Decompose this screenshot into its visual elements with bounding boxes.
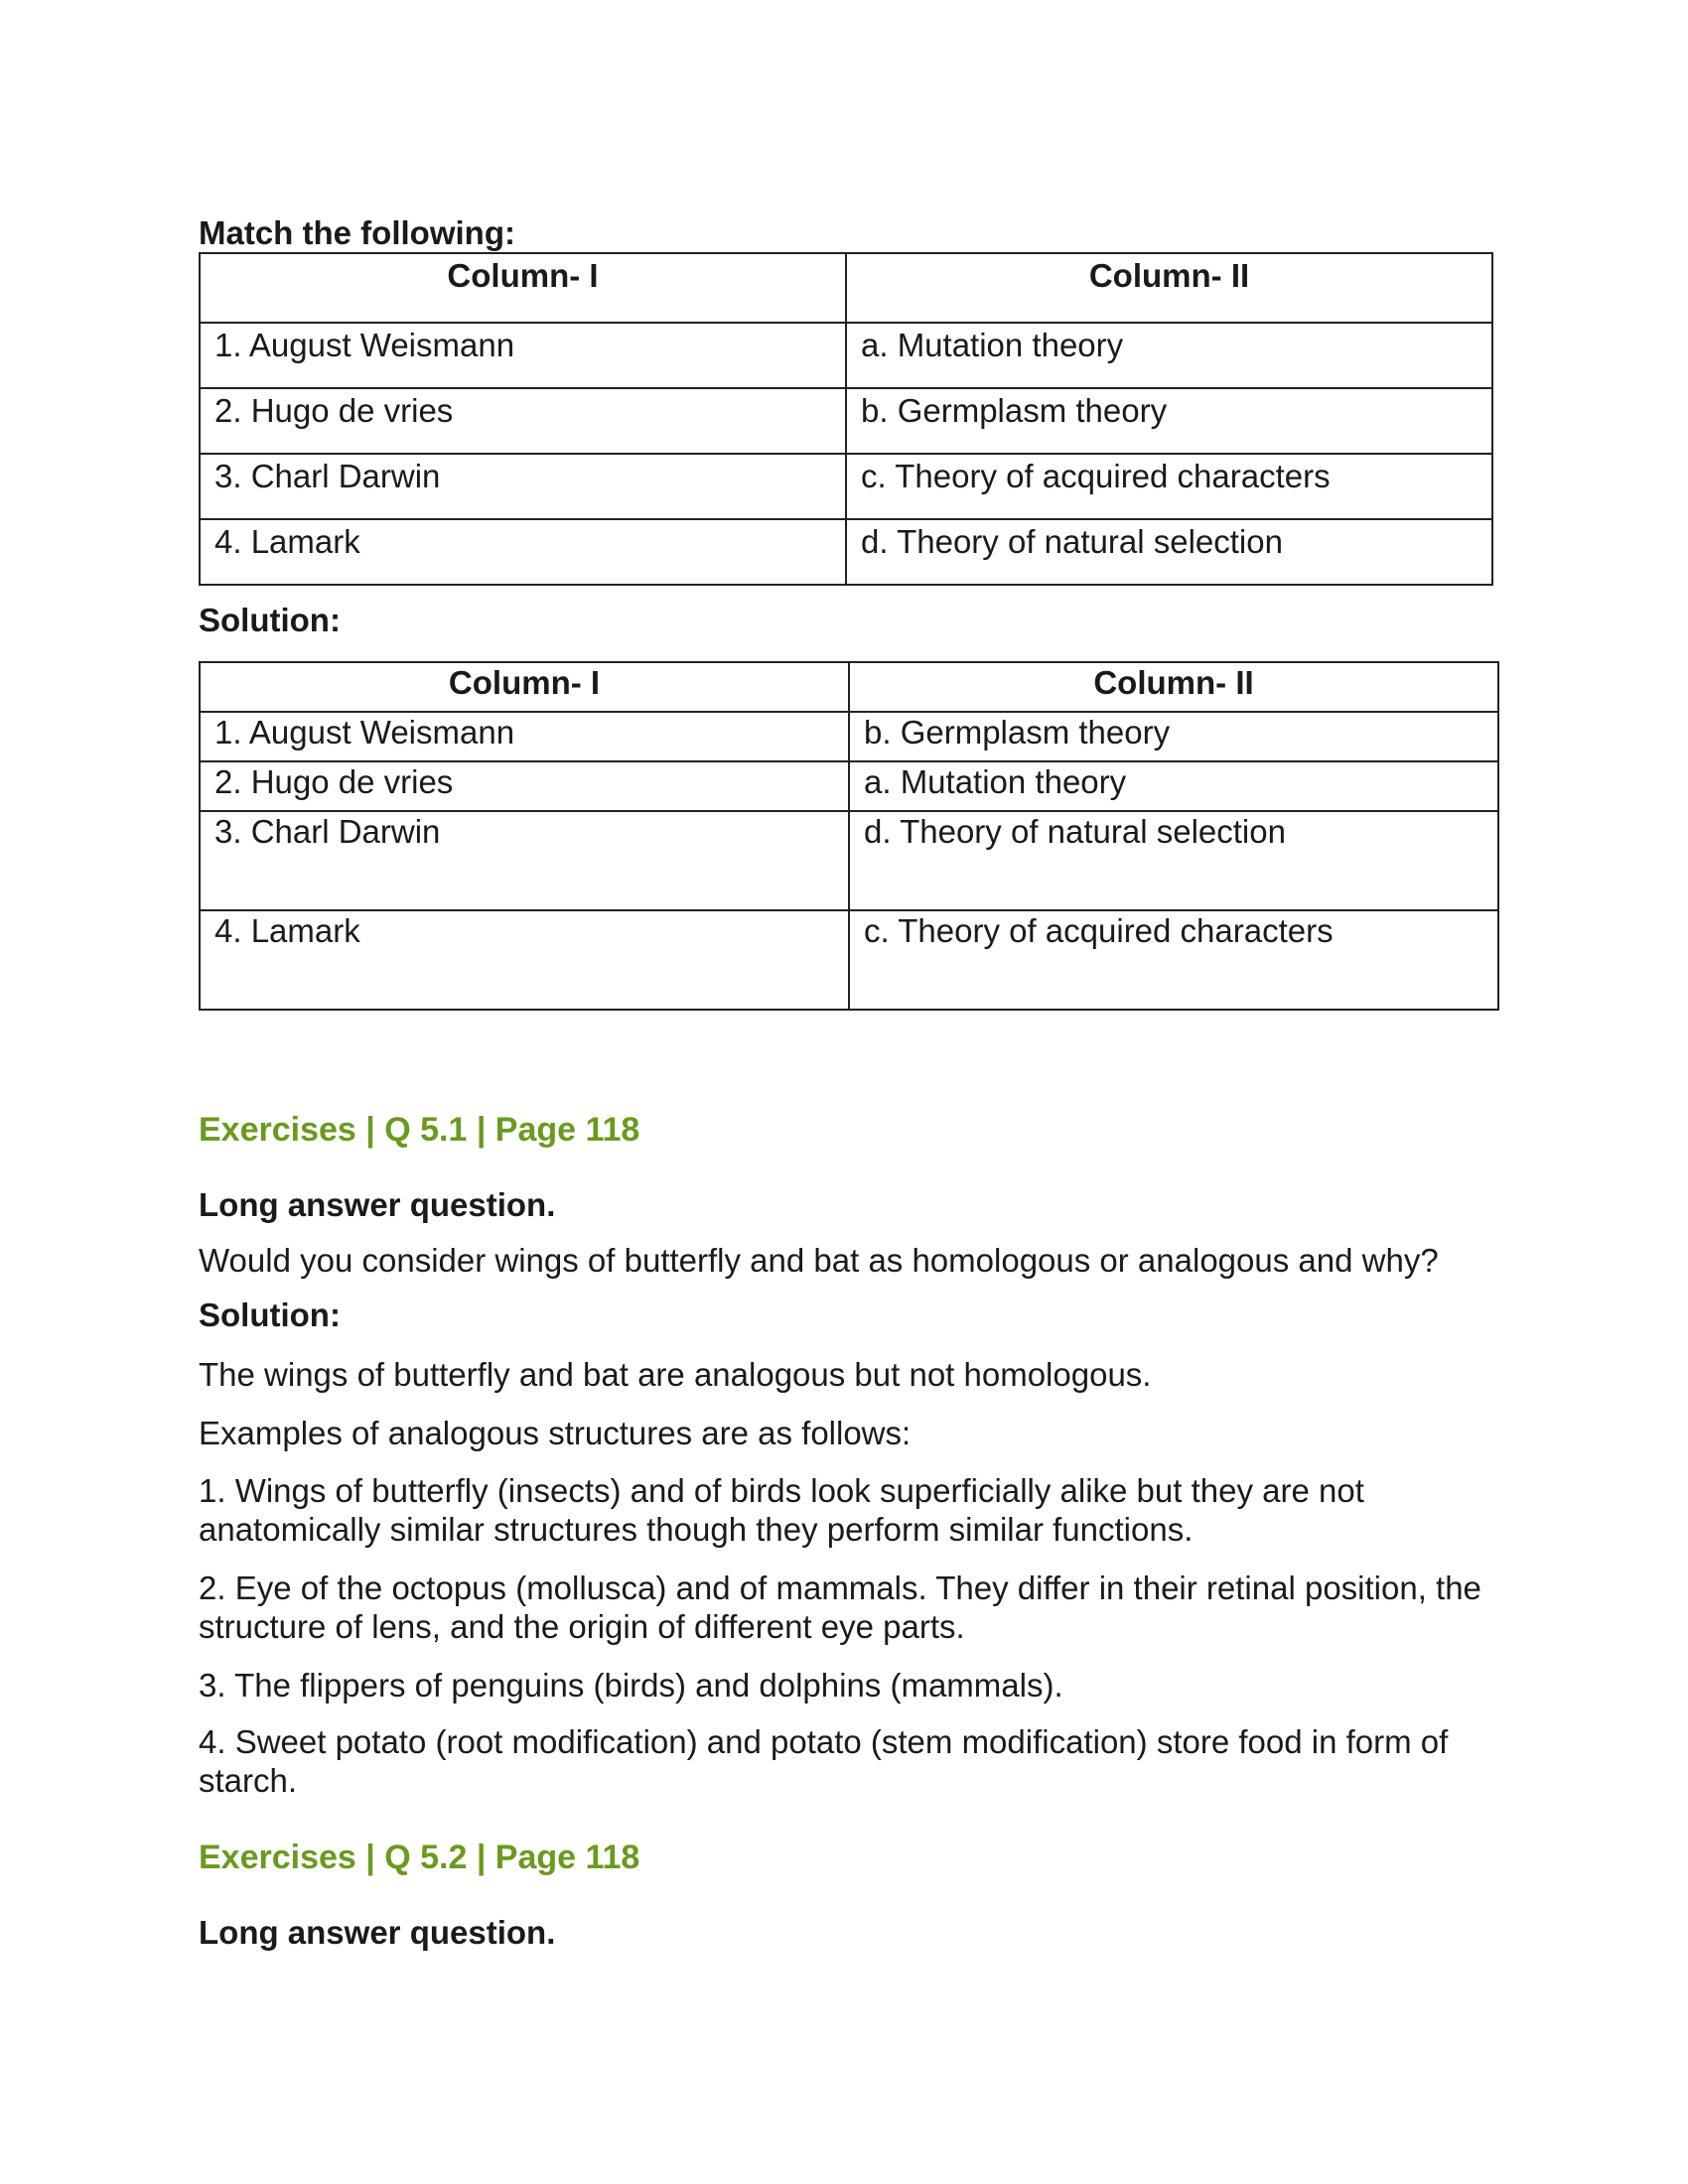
table-cell: 4. Lamark [200, 519, 846, 585]
table-cell: d. Theory of natural selection [849, 811, 1498, 910]
column-1-header: Column- I [200, 662, 849, 712]
question-type: Long answer question. [199, 1186, 556, 1223]
table-row [200, 388, 1492, 454]
match-title: Match the following: [199, 214, 515, 251]
table-header-row [200, 253, 1492, 323]
table-cell: 4. Lamark [200, 910, 849, 1010]
table-cell: a. Mutation theory [846, 323, 1492, 388]
solution-title: Solution: [199, 602, 341, 638]
question-type-2: Long answer question. [199, 1914, 556, 1951]
example-point-1: 1. Wings of butterfly (insects) and of birds look superficially alike but they are not anatomically similar structures though they perform similar functions. [199, 1472, 1364, 1548]
table-cell: b. Germplasm theory [846, 388, 1492, 454]
table-cell: 1. August Weismann [200, 323, 846, 388]
table-row [200, 910, 1498, 1010]
table-cell: b. Germplasm theory [849, 712, 1498, 761]
example-point-3: 3. The flippers of penguins (birds) and dolphins (mammals). [199, 1667, 1063, 1704]
table-row [200, 454, 1492, 519]
exercise-link-q5-2[interactable]: Exercises | Q 5.2 | Page 118 [199, 1839, 640, 1876]
table-cell: 3. Charl Darwin [200, 454, 846, 519]
table-cell: c. Theory of acquired characters [846, 454, 1492, 519]
column-2-header: Column- II [849, 662, 1498, 712]
example-point-2: 2. Eye of the octopus (mollusca) and of mammals. They differ in their retinal position, the structure of lens, and the origin of different eye parts. [199, 1570, 1481, 1645]
table-row [200, 712, 1498, 761]
table-cell: 3. Charl Darwin [200, 811, 849, 910]
match-table [199, 252, 1493, 586]
examples-intro: Examples of analogous structures are as follows: [199, 1415, 912, 1451]
table-cell: 2. Hugo de vries [200, 761, 849, 811]
table-row [200, 519, 1492, 585]
column-2-header: Column- II [846, 253, 1492, 323]
exercise-link-q5-1[interactable]: Exercises | Q 5.1 | Page 118 [199, 1111, 640, 1149]
question-text: Would you consider wings of butterfly and bat as homologous or analogous and why? [199, 1242, 1439, 1279]
example-point-4: 4. Sweet potato (root modification) and potato (stem modification) store food in form of starch. [199, 1723, 1449, 1799]
table-cell: 2. Hugo de vries [200, 388, 846, 454]
answer-text: The wings of butterfly and bat are analogous but not homologous. [199, 1356, 1152, 1393]
table-cell: c. Theory of acquired characters [849, 910, 1498, 1010]
table-header-row [200, 662, 1498, 712]
solution-label: Solution: [199, 1297, 341, 1333]
table-cell: 1. August Weismann [200, 712, 849, 761]
solution-table [199, 661, 1499, 1011]
column-1-header: Column- I [200, 253, 846, 323]
table-row [200, 811, 1498, 910]
table-row [200, 761, 1498, 811]
table-row [200, 323, 1492, 388]
table-cell: d. Theory of natural selection [846, 519, 1492, 585]
table-cell: a. Mutation theory [849, 761, 1498, 811]
